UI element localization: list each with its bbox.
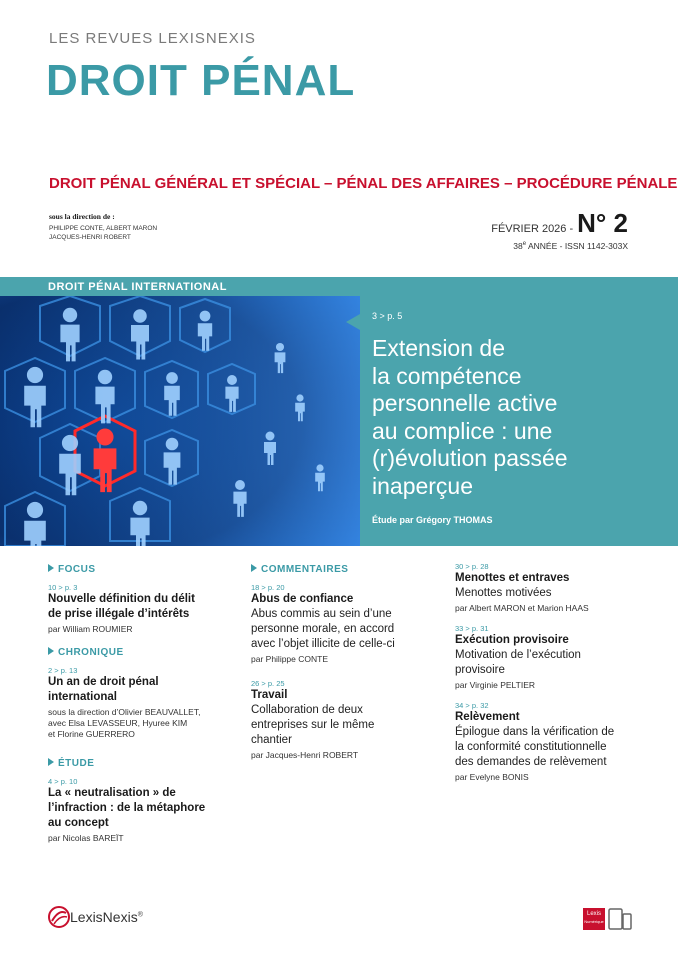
- direction-label: sous la direction de :: [49, 212, 115, 221]
- section-etude: ÉTUDE: [48, 758, 233, 769]
- journal-subtitle: DROIT PÉNAL GÉNÉRAL ET SPÉCIAL – PÉNAL DES AFFAIRES – PROCÉDURE PÉNALE: [49, 175, 678, 192]
- column-2: [251, 564, 441, 761]
- item-title: Menottes et entraves: [455, 572, 570, 584]
- item-ref: 26 > p. 25: [251, 679, 285, 688]
- brand-name: LexisNexis®: [70, 909, 143, 925]
- cover-image: [0, 296, 360, 546]
- chronique-title: Un an de droit pénal international: [48, 676, 159, 703]
- device-icon: [608, 907, 632, 936]
- item-author: par Albert MARON et Marion HAAS: [455, 603, 589, 613]
- series-name: LES REVUES LEXISNEXIS: [49, 30, 256, 47]
- focus-title: Nouvelle définition du délit de prise illégale d’intérêts: [48, 593, 195, 620]
- item-title: Exécution provisoire: [455, 634, 569, 646]
- item-desc: Motivation de l’exécution provisoire: [455, 649, 581, 676]
- item-desc: Menottes motivées: [455, 587, 552, 599]
- issue-year: 38e ANNÉE - ISSN 1142-303X: [513, 241, 628, 251]
- focus-author: par William ROUMIER: [48, 624, 133, 634]
- triangle-icon: [48, 758, 54, 766]
- item-ref: 34 > p. 32: [455, 701, 489, 710]
- etude-author: par Nicolas BAREÏT: [48, 833, 124, 843]
- item-ref: 30 > p. 28: [455, 562, 489, 571]
- etude-title: La « neutralisation » de l’infraction : de la métaphore au concept: [48, 787, 206, 829]
- item-desc: Collaboration de deux entreprises sur le même chantier: [251, 704, 375, 746]
- item-ref: 33 > p. 31: [455, 624, 489, 633]
- item-desc: Abus commis au sein d’une personne morale, en accord avec l’objet illicite de celle-ci: [251, 608, 395, 650]
- etude-ref: 4 > p. 10: [48, 777, 78, 786]
- issue-number: N° 2: [577, 208, 628, 238]
- cover-rubric: DROIT PÉNAL INTERNATIONAL: [48, 281, 227, 293]
- direction-names: PHILIPPE CONTE, ALBERT MARON JACQUES-HENRI ROBERT: [49, 225, 158, 241]
- triangle-icon: [48, 647, 54, 655]
- item-author: par Evelyne BONIS: [455, 772, 529, 782]
- item-author: par Virginie PELTIER: [455, 680, 535, 690]
- item-author: par Jacques-Henri ROBERT: [251, 750, 359, 760]
- pointer-arrow: [346, 314, 360, 330]
- cover-author: Étude par Grégory THOMAS: [372, 515, 493, 525]
- column-3: [455, 562, 645, 783]
- chronique-author: sous la direction d’Olivier BEAUVALLET, avec Elsa LEVASSEUR, Hyuree KIM et Florine GUERRERO: [48, 707, 201, 739]
- item-title: Travail: [251, 689, 288, 701]
- chronique-ref: 2 > p. 13: [48, 666, 78, 675]
- cover-title: Extension de la compétence personnelle active au complice : une (r)évolution passée inaperçue: [372, 335, 568, 499]
- lexisnexis-logo-icon: [48, 905, 70, 934]
- section-focus: FOCUS: [48, 564, 233, 575]
- item-desc: Épilogue dans la vérification de la conformité constitutionnelle des demandes de relèvement: [455, 726, 615, 768]
- section-chronique: CHRONIQUE: [48, 647, 233, 658]
- journal-title: DROIT PÉNAL: [46, 56, 356, 105]
- item-title: Abus de confiance: [251, 593, 354, 605]
- focus-ref: 10 > p. 3: [48, 583, 78, 592]
- triangle-icon: [251, 564, 257, 572]
- column-1: [48, 564, 233, 844]
- issue-info: [491, 208, 628, 251]
- issue-date: FÉVRIER 2026 -: [491, 223, 574, 235]
- item-author: par Philippe CONTE: [251, 654, 329, 664]
- item-title: Relèvement: [455, 711, 520, 723]
- item-ref: 18 > p. 20: [251, 583, 285, 592]
- lexis-numerique-badge: Lexis Numérique: [583, 908, 605, 930]
- triangle-icon: [48, 564, 54, 572]
- cover-ref: 3 > p. 5: [372, 311, 403, 321]
- section-commentaires: COMMENTAIRES: [251, 564, 441, 575]
